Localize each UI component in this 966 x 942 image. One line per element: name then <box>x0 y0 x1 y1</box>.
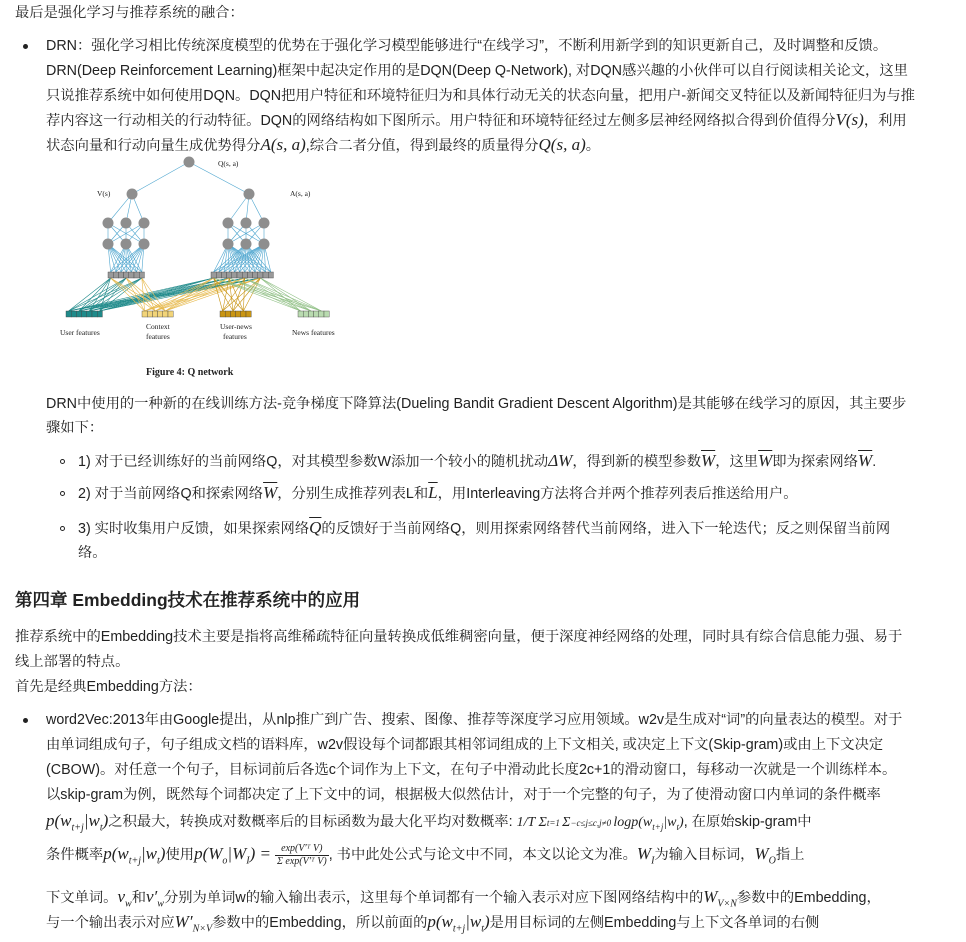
step1-text-d: 即为探索网络 <box>772 454 858 470</box>
w2v-line-7a: 下文单词。 <box>46 890 117 906</box>
hidden-bar-right <box>216 272 221 278</box>
hidden-bar-left <box>118 272 123 278</box>
edge <box>132 162 189 194</box>
user-news-features-block <box>220 311 225 317</box>
news-features-block <box>324 311 329 317</box>
circle-bullet <box>60 526 65 531</box>
w2v-line-6b: 使用 <box>165 847 194 863</box>
w2v-line-6d: 为输入目标词， <box>654 847 754 863</box>
math-vw-prime: $v'_w$ <box>146 887 164 906</box>
hidden-bar-left <box>139 272 144 278</box>
q-network-figure <box>50 156 370 384</box>
user-features-block <box>97 311 102 317</box>
context-features-block <box>163 311 168 317</box>
user-news-features-label-1: User-news <box>220 322 252 331</box>
math-q-s-a: Q(s, a) <box>539 135 586 154</box>
dbgd-intro-2: 骤如下： <box>46 416 958 441</box>
neuron-node <box>184 157 195 168</box>
w2v-line-7d: 参数中的Embedding， <box>737 890 881 906</box>
section-intro: 最后是强化学习与推荐系统的融合： <box>15 1 244 26</box>
math-w-tilde-2: $\overline{W}$ <box>758 451 772 470</box>
hidden-bar-left <box>124 272 129 278</box>
neuron-node <box>127 189 138 200</box>
step1-text-a: 1) 对于已经训练好的当前网络Q，对其模型参数W添加一个较小的随机扰动 <box>78 454 548 470</box>
step2-text-b: ，分别生成推荐列表L和 <box>277 486 428 502</box>
user-news-features-block <box>236 311 241 317</box>
math-wi: $W_I$ <box>637 844 655 863</box>
drn-line-4 <box>46 108 958 134</box>
context-features-block <box>142 311 147 317</box>
chapter-para-2: 线上部署的特点。 <box>15 650 129 675</box>
edge <box>229 278 321 311</box>
news-features-block <box>308 311 313 317</box>
news-features-block <box>298 311 303 317</box>
drn-line-5c: 。 <box>586 138 600 154</box>
drn-line-2: DRN(Deep Reinforcement Learning)框架中起决定作用的是DQN(Deep Q-Network), 对DQN感兴趣的小伙伴可以自行阅读相关论文，这里 <box>46 59 958 84</box>
w2v-line-4: 以skip-gram为例，既然每个词都决定了上下文中的词，根据极大似然估计，对于一个完整的句子，为了使滑动窗口内单词的条件概率 <box>46 783 958 808</box>
network-edges <box>69 162 322 311</box>
user-features-block <box>87 311 92 317</box>
step3-text-b: 的反馈好于当前网络Q，则用探索网络替代当前网络，进入下一轮迭代；反之则保留当前网 <box>321 521 890 537</box>
step2-text-a: 2) 对于当前网络Q和探索网络 <box>78 486 263 502</box>
drn-line-5b: ,综合二者分值，得到最终的质量得分 <box>306 138 539 154</box>
hidden-bar-left <box>129 272 134 278</box>
w2v-line-3: (CBOW)。对任意一个句子，目标词前后各选c个词作为上下文，在句子中滑动此长度2c+1的滑动窗口，每移动一次就是一个训练样本。 <box>46 758 958 783</box>
user-features-block <box>76 311 81 317</box>
neuron-node <box>244 189 255 200</box>
context-features-block <box>152 311 157 317</box>
edge <box>260 278 300 311</box>
bullet-dot <box>23 718 28 723</box>
w2v-line-6 <box>46 842 958 874</box>
w2v-line-6a: 条件概率 <box>46 847 103 863</box>
bullet-dot <box>23 44 28 49</box>
a-label: A(s, a) <box>290 189 311 198</box>
hidden-bar-right <box>263 272 268 278</box>
math-delta-w: ΔW <box>548 451 572 470</box>
user-news-features-label-2: features <box>223 332 247 341</box>
user-features-block <box>71 311 76 317</box>
drn-line-5a: 状态向量和行动向量生成优势得分 <box>46 138 260 154</box>
chapter-title: 第四章 Embedding技术在推荐系统中的应用 <box>15 588 360 613</box>
circle-bullet <box>60 459 65 464</box>
user-news-features-block <box>246 311 251 317</box>
hidden-bar-left <box>108 272 113 278</box>
drn-line-5 <box>46 133 958 159</box>
drn-line-1: DRN：强化学习相比传统深度模型的优势在于强化学习模型能够进行“在线学习”，不断利用新学到的知识更新自己，及时调整和反馈。 <box>46 34 958 59</box>
q-label: Q(s, a) <box>218 159 239 168</box>
context-features-label-2: features <box>146 332 170 341</box>
w2v-line-8 <box>46 910 958 942</box>
news-features-block <box>314 311 319 317</box>
neuron-node <box>121 218 132 229</box>
math-w-tilde-4: $\overline{W}$ <box>263 483 277 502</box>
neuron-node <box>241 239 252 250</box>
step3-text-a: 3) 实时收集用户反馈，如果探索网络 <box>78 521 309 537</box>
user-news-features-block <box>241 311 246 317</box>
w2v-line-1: word2Vec:2013年由Google提出，从nlp推广到广告、搜索、图像、推荐等深度学习应用领域。w2v是生成对“词”的向量表达的模型。对于 <box>46 708 958 733</box>
neuron-node <box>223 218 234 229</box>
math-v-s: V(s) <box>836 110 864 129</box>
math-q-tilde: $\overline{Q}$ <box>309 518 321 537</box>
user-features-block <box>92 311 97 317</box>
w2v-line-8b: 参数中的Embedding，所以前面的 <box>212 915 427 931</box>
edge <box>245 278 311 311</box>
math-w-tilde: $\overline{W}$ <box>701 451 715 470</box>
edge <box>229 278 300 311</box>
user-features-block <box>82 311 87 317</box>
dbgd-step-3 <box>78 516 958 542</box>
softmax-fraction: $\frac{\text{exp(V′ᵀ V)}}{\text{Σ exp(V′ᵀ V)}}$ <box>275 843 329 868</box>
hidden-bar-right <box>211 272 216 278</box>
news-features-block <box>319 311 324 317</box>
hidden-bar-right <box>268 272 273 278</box>
math-l-tilde: $\overline{L}$ <box>428 483 437 502</box>
neuron-node <box>259 218 270 229</box>
circle-bullet <box>60 491 65 496</box>
step1-text-e: . <box>872 454 876 470</box>
edge <box>214 278 301 311</box>
hidden-bar-right <box>247 272 252 278</box>
math-wo: $W_O$ <box>754 844 775 863</box>
w2v-line-5 <box>46 809 958 841</box>
w2v-line-2: 由单词组成句子，句子组成文档的语料库，w2v假设每个词都跟其相邻词组成的上下文相关, 或决定上下文(Skip-gram)或由上下文决定 <box>46 733 958 758</box>
hidden-bar-right <box>221 272 226 278</box>
hidden-bar-right <box>237 272 242 278</box>
hidden-bar-right <box>232 272 237 278</box>
hidden-bar-right <box>242 272 247 278</box>
user-news-features-block <box>230 311 235 317</box>
neuron-node <box>121 239 132 250</box>
w2v-line-5b: , 在原始skip-gram中 <box>684 814 812 830</box>
drn-line-4-end: ，利用 <box>864 113 907 129</box>
step1-text-b: ，得到新的模型参数 <box>572 454 701 470</box>
dbgd-intro-1: DRN中使用的一种新的在线训练方法-竞争梯度下降算法(Dueling Bandit Gradient Descent Algorithm)是其能够在线学习的原因，其主要步 <box>46 392 958 417</box>
w2v-line-8c: 是用目标词的左侧Embedding与上下文各单词的右侧 <box>490 915 820 931</box>
neuron-node <box>139 218 150 229</box>
chapter-para-1: 推荐系统中的Embedding技术主要是指将高维稀疏特征向量转换成低维稠密向量，便于深度神经网络的处理，同时具有综合信息能力强、易于 <box>15 625 902 650</box>
user-news-features-block <box>225 311 230 317</box>
neuron-node <box>259 239 270 250</box>
hidden-bar-right <box>227 272 232 278</box>
hidden-bar-right <box>253 272 258 278</box>
hidden-bar-left <box>113 272 118 278</box>
edge <box>245 278 301 311</box>
user-features-label: User features <box>60 328 100 337</box>
news-features-label: News features <box>292 328 335 337</box>
math-prob: $p(w_{t+j}|w_t)$ <box>46 811 108 830</box>
math-softmax-lhs: $p(W_o|W_I)$ = <box>194 844 271 863</box>
math-w-tilde-3: $\overline{W}$ <box>858 451 872 470</box>
v-label: V(s) <box>97 189 111 198</box>
edge <box>79 278 214 311</box>
neuron-node <box>241 218 252 229</box>
math-w-vxn: $W_{V\times N}$ <box>703 887 737 906</box>
math-prob-2: $p(w_{t+j}|w_t)$ <box>103 844 165 863</box>
math-w-nxv: $W'_{N\times V}$ <box>175 912 212 931</box>
w2v-line-6c: , 书中此处公式与论文中不同，本文以论文为准。 <box>329 847 637 863</box>
math-vw: $v_w$ <box>117 887 131 906</box>
drn-line-4-text: 荐内容这一行动相关的行动特征。DQN的网络结构如下图所示。用户特征和环境特征经过左侧多层神经网络拟合得到价值得分 <box>46 113 836 129</box>
neuron-node <box>103 239 114 250</box>
dbgd-step-3-cont: 络。 <box>78 541 958 566</box>
chapter-para-3: 首先是经典Embedding方法： <box>15 675 202 700</box>
context-features-label-1: Context <box>146 322 171 331</box>
context-features-block <box>158 311 163 317</box>
step1-text-c: ，这里 <box>715 454 758 470</box>
w2v-line-6e: 指上 <box>776 847 805 863</box>
hidden-bar-right <box>258 272 263 278</box>
news-features-block <box>303 311 308 317</box>
user-features-block <box>66 311 71 317</box>
neuron-node <box>103 218 114 229</box>
figure-caption: Figure 4: Q network <box>146 367 234 378</box>
w2v-line-7b: 和 <box>132 890 146 906</box>
neuron-node <box>223 239 234 250</box>
math-prob-3: $p(w_{t+j}|w_t)$ <box>427 912 489 931</box>
context-features-block <box>147 311 152 317</box>
w2v-line-5a: 之积最大，转换成对数概率后的目标函数为最大化平均对数概率: <box>108 814 512 830</box>
context-features-block <box>168 311 173 317</box>
math-a-s-a: A(s, a) <box>260 135 305 154</box>
w2v-line-8a: 与一个输出表示对应 <box>46 915 175 931</box>
neuron-node <box>139 239 150 250</box>
hidden-bar-left <box>134 272 139 278</box>
dbgd-step-1 <box>78 449 958 475</box>
step2-text-c: ，用Interleaving方法将合并两个推荐列表后推送给用户。 <box>438 486 798 502</box>
drn-line-3: 只说推荐系统中如何使用DQN。DQN把用户特征和环境特征归为和具体行动无关的状态向量，把用户-新闻交叉特征以及新闻特征归为与推 <box>46 84 958 109</box>
w2v-line-7c: 分别为单词w的输入输出表示，这里每个单词都有一个输入表示对应下图网络结构中的 <box>164 890 703 906</box>
dbgd-step-2 <box>78 481 958 507</box>
math-avg-log: 1/T Σt=1 Σ−c≤j≤c,j≠0 $\log p(w_{t+j}|w_t)$ <box>517 815 684 830</box>
